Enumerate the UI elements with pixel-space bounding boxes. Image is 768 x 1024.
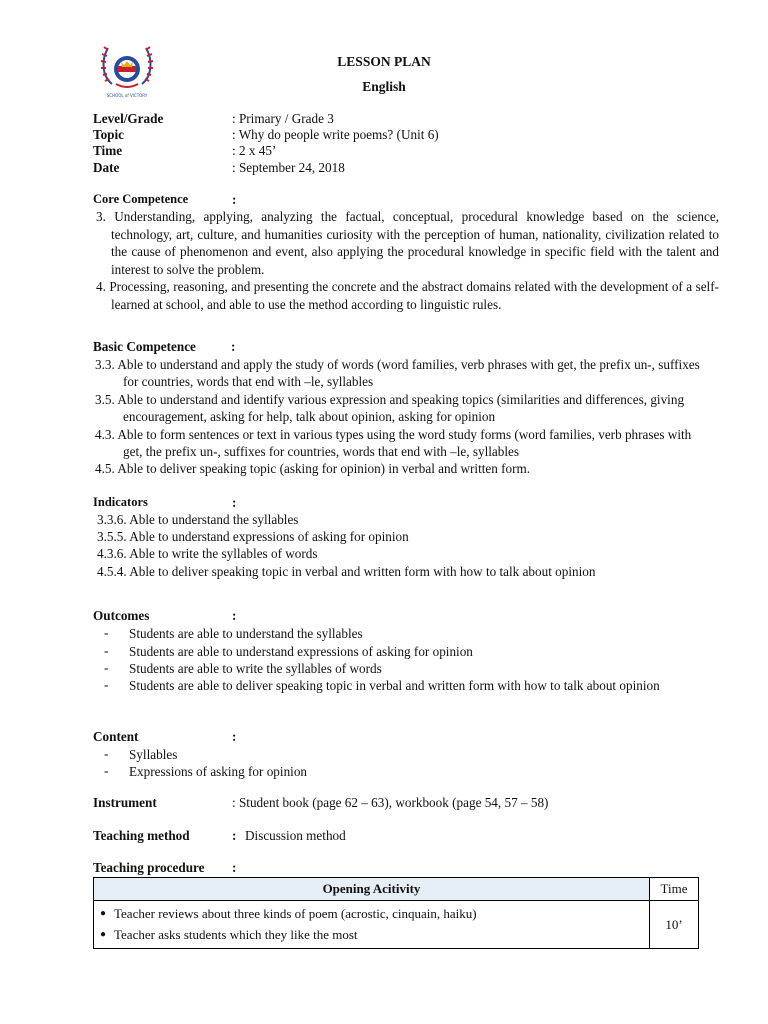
basic-competence-item: 3.3. Able to understand and apply the study of words (word families, verb phrases with get, the prefix un-, suffixes for countries, words that end with –le, syllables <box>95 357 700 390</box>
core-competence-item-4: 4. Processing, reasoning, and presenting the concrete and the abstract domains related with the development of a self-learned at school, and able to use the method according to linguistic rules. <box>96 279 719 312</box>
core-competence-colon: : <box>232 192 237 207</box>
basic-competence-item: 4.5. Able to deliver speaking topic (asking for opinion) in verbal and written form. <box>95 461 531 477</box>
content-dash: - <box>104 746 109 761</box>
indicator-item: 4.3.6. Able to write the syllables of words <box>97 546 318 561</box>
teaching-procedure-colon: : <box>232 860 237 875</box>
outcome-item: Students are able to understand the syllables <box>129 626 363 641</box>
instrument-heading: Instrument <box>93 795 157 810</box>
outcome-dash: - <box>104 660 109 675</box>
info-label-level: Level/Grade <box>93 111 164 126</box>
instrument-value: : Student book (page 62 – 63), workbook (page 54, 57 – 58) <box>232 795 549 810</box>
time-header: Time <box>650 878 699 901</box>
outcome-item: Students are able to deliver speaking topic in verbal and written form with how to talk about opinion <box>129 678 660 693</box>
teaching-method-value: Discussion method <box>245 828 346 843</box>
activity-bullet <box>100 926 643 943</box>
info-label-topic: Topic <box>93 127 125 142</box>
teaching-method-colon: : <box>232 828 237 843</box>
activity-text: Teacher asks students which they like the most <box>114 927 358 942</box>
indicator-item: 3.5.5. Able to understand expressions of asking for opinion <box>97 529 409 544</box>
opening-activity-header: Opening Acitivity <box>94 878 650 901</box>
info-label-time: Time <box>93 143 123 158</box>
outcome-dash: - <box>104 677 109 692</box>
indicators-colon: : <box>232 495 237 510</box>
indicators-heading: Indicators <box>93 495 148 509</box>
outcome-item: Students are able to write the syllables of words <box>129 661 382 676</box>
table-header-row <box>94 878 699 901</box>
indicator-item: 3.3.6. Able to understand the syllables <box>97 512 299 527</box>
content-dash: - <box>104 763 109 778</box>
bullet-icon: ● <box>100 929 107 940</box>
basic-competence-heading: Basic Competence <box>93 339 196 354</box>
teaching-method-heading: Teaching method <box>93 828 190 843</box>
bullet-icon: ● <box>100 908 107 919</box>
core-competence-item-3: 3. Understanding, applying, analyzing the factual, conceptual, procedural knowledge based on the science, technology, art, culture, and humanities curiosity with the perception of human, nationality, civilization related to the cause of phenomenon and event, also applying the procedural knowledge in specific field with the talent and interest to solve the problem. <box>96 209 719 277</box>
document-title: LESSON PLAN <box>337 54 431 69</box>
info-value-topic: : Why do people write poems? (Unit 6) <box>232 127 439 142</box>
logo-caption: SCHOOL of VICTORY <box>106 93 148 98</box>
content-item: Syllables <box>129 747 178 762</box>
activity-bullet <box>100 905 643 922</box>
time-cell: 10’ <box>650 901 699 949</box>
subject-title: English <box>362 79 406 94</box>
info-value-level: : Primary / Grade 3 <box>232 111 334 126</box>
basic-competence-list <box>95 356 705 478</box>
basic-competence-item: 4.3. Able to form sentences or text in various types using the word study forms (word families, verb phrases with get, the prefix un-, suffixes for countries, words that end with –le, syllables <box>95 426 692 460</box>
content-colon: : <box>232 729 237 744</box>
outcome-dash: - <box>104 625 109 640</box>
outcome-item: Students are able to understand expressions of asking for opinion <box>129 644 473 659</box>
activity-cell <box>94 901 650 949</box>
basic-competence-item: 3.5. Able to understand and identify various expression and speaking topics (similarities and differences, giving encouragement, asking for help, talk about opinion, asking for opinion <box>95 391 685 425</box>
teaching-procedure-table <box>93 877 699 949</box>
core-competence-heading: Core Competence <box>93 192 189 206</box>
content-heading: Content <box>93 729 139 744</box>
outcomes-colon: : <box>232 608 237 623</box>
outcome-dash: - <box>104 643 109 658</box>
table-row <box>94 901 699 949</box>
teaching-procedure-heading: Teaching procedure <box>93 860 205 875</box>
content-item: Expressions of asking for opinion <box>129 764 308 779</box>
outcomes-heading: Outcomes <box>93 608 150 623</box>
basic-competence-colon: : <box>231 339 236 354</box>
info-label-date: Date <box>93 160 120 175</box>
info-value-time: : 2 x 45’ <box>232 143 277 158</box>
activity-text: Teacher reviews about three kinds of poem (acrostic, cinquain, haiku) <box>114 906 477 921</box>
info-value-date: : September 24, 2018 <box>232 160 345 175</box>
indicator-item: 4.5.4. Able to deliver speaking topic in verbal and written form with how to talk about opinion <box>97 564 596 579</box>
